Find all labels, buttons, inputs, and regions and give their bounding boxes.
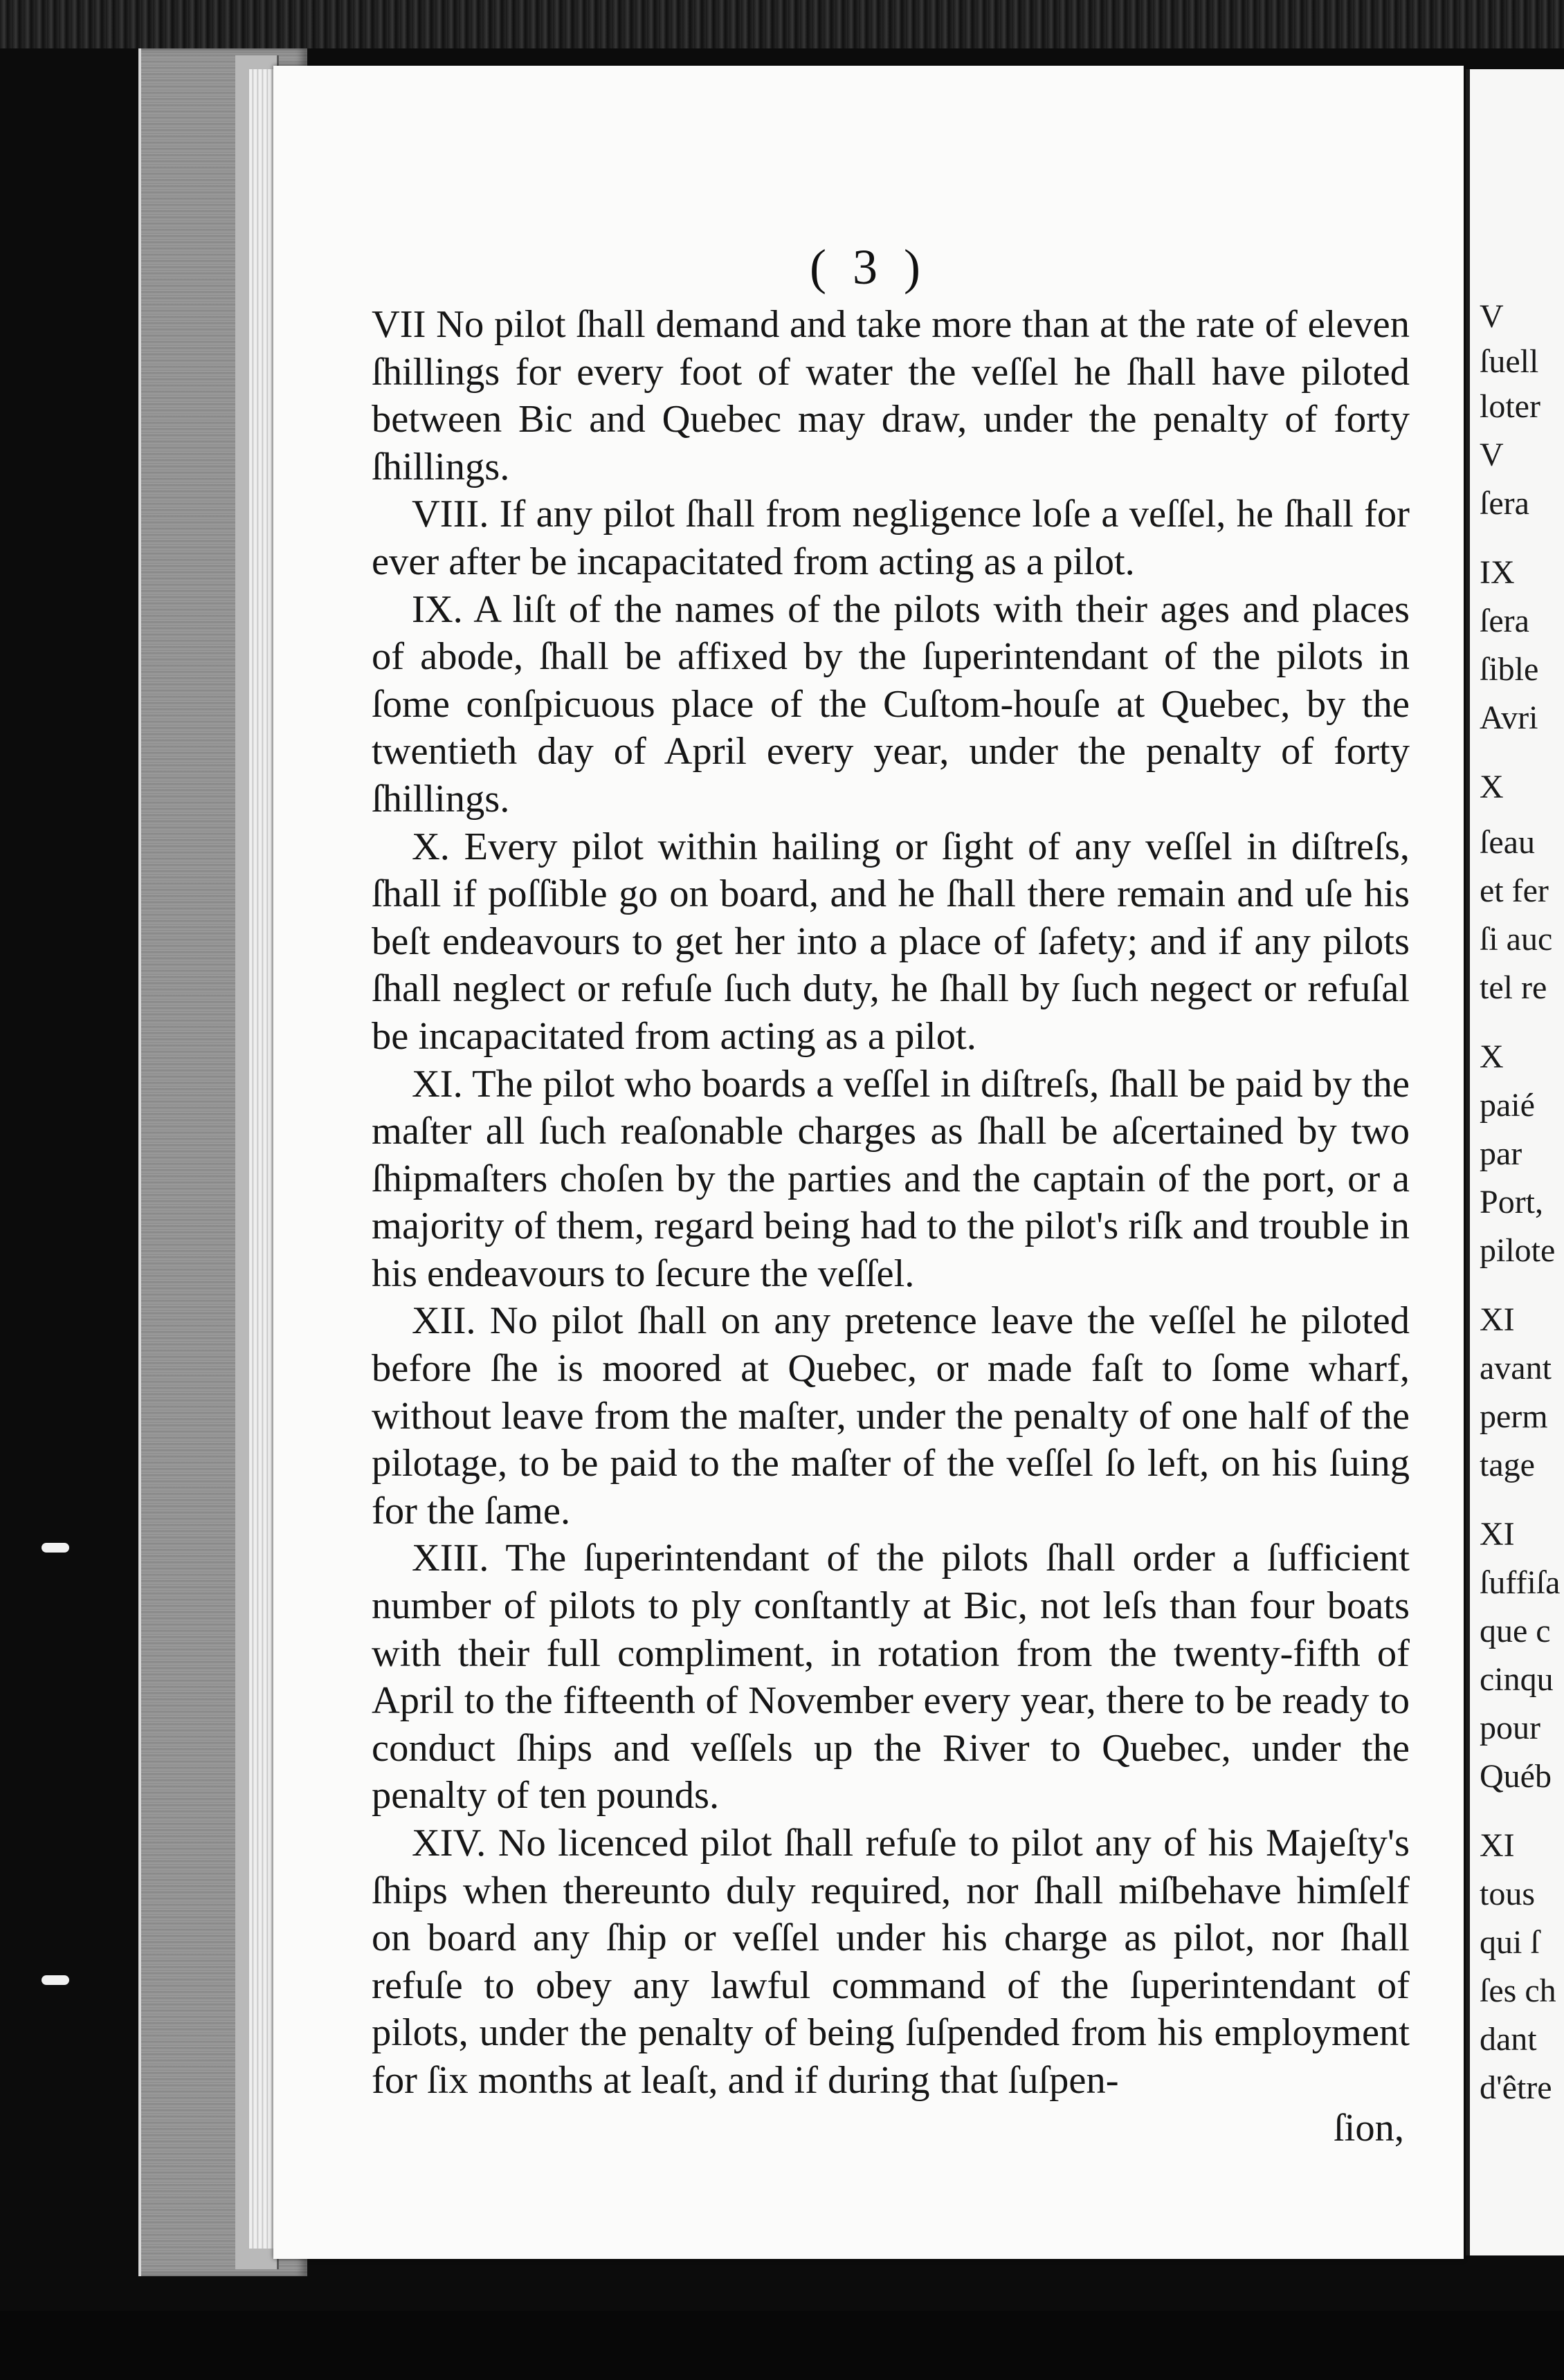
facing-page-line: ſi auc	[1480, 921, 1553, 958]
facing-page-line: XI	[1480, 1827, 1515, 1864]
facing-page-line: Québ	[1480, 1758, 1552, 1795]
facing-page-line: d'être	[1480, 2069, 1552, 2106]
page-stack-edge	[249, 69, 277, 2249]
facing-page-line: que c	[1480, 1613, 1551, 1649]
paragraph-article-viii: VIII. If any pilot ſhall from negligence loſe a veſſel, he ſhall for ever after be incapacitated from acting as a pilot.	[372, 493, 1410, 583]
facing-page-line: Avri	[1480, 699, 1538, 736]
facing-page-line: avant	[1480, 1350, 1552, 1386]
microfilm-border-bottom	[0, 2311, 1564, 2380]
facing-page-line: ſuell	[1480, 343, 1539, 380]
facing-page-line: et fer	[1480, 872, 1549, 909]
facing-page-line: cinqu	[1480, 1661, 1554, 1698]
facing-page-line: XI	[1480, 1516, 1515, 1553]
facing-page-line: XI	[1480, 1301, 1515, 1338]
gutter-mark	[42, 1543, 69, 1553]
book-page	[273, 66, 1464, 2259]
facing-page-line: ſible	[1480, 651, 1539, 688]
paragraph-article-xiv: XIV. No licenced pilot ſhall refuſe to pilot any of his Majeſty's ſhips when thereunto duly required, nor ſhall miſbehave himſelf on board any ſhip or veſſel under his charge as pilot, nor ſhall refuſe to obey any lawful command of the ſuperintendant of pilots, under the penalty of being ſuſpended from his employment for ſix months at leaſt, and if during that ſuſpen-	[372, 1822, 1410, 2102]
facing-page-line: X	[1480, 1038, 1504, 1075]
facing-page-edge	[1466, 69, 1564, 2255]
facing-page-line: ſeau	[1480, 824, 1535, 861]
paragraph-article-xi: XI. The pilot who boards a veſſel in diſtreſs, ſhall be paid by the maſter all ſuch reaſonable charges as ſhall be aſcertained by two ſhipmaſters choſen by the parties and the captain of the port, or a majority of them, regard being had to the pilot's riſk and trouble in his endeavours to ſecure the veſſel.	[372, 1062, 1410, 1295]
facing-page-line: paié	[1480, 1087, 1535, 1124]
facing-page-line: tel re	[1480, 969, 1547, 1006]
paragraph-article-vii: VII No pilot ſhall demand and take more than at the rate of eleven ſhillings for every foot of water the veſſel he ſhall have piloted between Bic and Quebec may draw, under the penalty of forty ſhillings.	[372, 303, 1410, 488]
facing-page-line: Port,	[1480, 1184, 1544, 1220]
facing-page-line: X	[1480, 769, 1504, 805]
page-number: ( 3 )	[810, 239, 927, 295]
facing-page-line: V	[1480, 437, 1504, 473]
page-body-text	[372, 301, 1410, 2152]
facing-page-line: pilote	[1480, 1232, 1556, 1269]
facing-page-line: pour	[1480, 1710, 1540, 1746]
gutter-mark	[42, 1975, 69, 1985]
facing-page-line: IX	[1480, 554, 1515, 591]
facing-page-line: ſera	[1480, 603, 1529, 639]
facing-page-line: V	[1480, 298, 1504, 335]
facing-page-line: tous	[1480, 1876, 1536, 1912]
facing-page-line: ſera	[1480, 485, 1529, 522]
paragraph-article-x: X. Every pilot within hailing or ſight of any veſſel in diſtreſs, ſhall if poſſible go on board, and he ſhall there remain and uſe his beſt endeavours to get her into a place of ſafety; and if any pilots ſhall neglect or refuſe ſuch duty, he ſhall by ſuch negect or refuſal be incapacitated from acting as a pilot.	[372, 825, 1410, 1058]
paragraph-article-ix: IX. A liſt of the names of the pilots with their ages and places of abode, ſhall be affixed by the ſuperintendant of the pilots in ſome conſpicuous place of the Cuſtom-houſe at Quebec, by the twentieth day of April every year, under the penalty of forty ſhillings.	[372, 587, 1410, 821]
facing-page-line: par	[1480, 1135, 1522, 1172]
facing-page-line: perm	[1480, 1398, 1548, 1435]
facing-page-line: tage	[1480, 1447, 1535, 1483]
facing-page-line: dant	[1480, 2021, 1537, 2058]
paragraph-article-xii: XII. No pilot ſhall on any pretence leave the veſſel he piloted before ſhe is moored at Quebec, or made faſt to ſome wharf, without leave from the maſter, under the penalty of one half of the pilotage, to be paid to the maſter of the veſſel ſo left, on his ſuing for the ſame.	[372, 1299, 1410, 1532]
microfilm-border-top	[0, 0, 1564, 48]
facing-page-line: qui ſ	[1480, 1924, 1540, 1961]
catchword: ſion,	[1333, 2106, 1404, 2150]
paragraph-article-xiii: XIII. The ſuperintendant of the pilots ſhall order a ſufficient number of pilots to ply conſtantly at Bic, not leſs than four boats with their full compliment, in rotation from the twenty-fifth of April to the fifteenth of November every year, there to be ready to conduct ſhips and veſſels up the River to Quebec, under the penalty of ten pounds.	[372, 1537, 1410, 1818]
facing-page-line: ſes ch	[1480, 1972, 1556, 2009]
facing-page-line: loter	[1480, 388, 1540, 425]
facing-page-line: ſuffiſa	[1480, 1564, 1561, 1601]
